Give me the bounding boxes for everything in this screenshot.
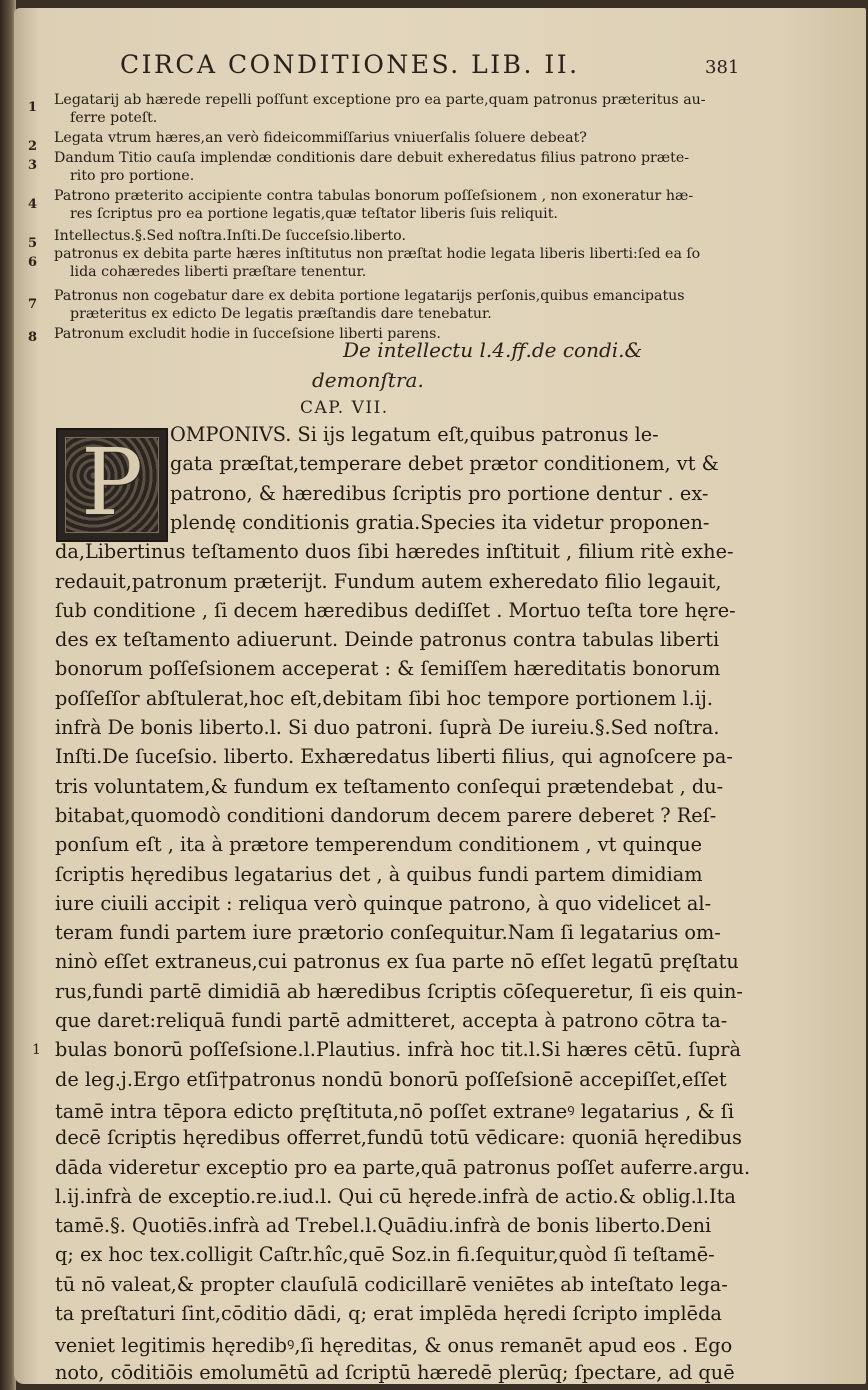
- body-line: noto, cōditiōis emolumētū ad ſcriptū hæredē plerūq; ſpectare, ad quē: [55, 1360, 735, 1384]
- summary-line: ferre poteſt.: [70, 110, 158, 126]
- summary-line: lida cohæredes liberti præſtare tenentur.: [70, 264, 367, 280]
- body-line: infrà De bonis liberto.l. Si duo patroni. ſuprà De iureiu.§.Sed noſtra.: [55, 716, 720, 739]
- body-line: tris voluntatem,& fundum ex teſtamento conſequi prætendebat , du-: [55, 774, 724, 798]
- summary-number: 1: [28, 100, 38, 115]
- body-line: des ex teſtamento adiuerunt. Deinde patronus contra tabulas liberti: [55, 628, 720, 652]
- chapter-heading: CAP. VII.: [300, 398, 389, 418]
- body-line: tamē.§. Quotiēs.infrà ad Trebel.l.Quādiu.infrà de bonis liberto.Deni: [55, 1214, 712, 1238]
- body-line: Inſti.De ſuceſsio. liberto. Exhæredatus liberti filius, qui agnoſcere pa-: [55, 745, 733, 769]
- summary-number: 4: [28, 197, 38, 212]
- body-line: dāda videretur exceptio pro ea parte,quā patronus poſſet auferre.argu.: [55, 1155, 751, 1179]
- body-line: da,Libertinus teſtamento duos ſibi hæredes inſtituit , filium ritè exhe-: [55, 540, 734, 564]
- body-line: ſcriptis hęredibus legatarius det , à quibus fundi partem dimidiam: [55, 862, 703, 886]
- body-line: bonorum poſſeſsionem acceperat : & ſemiſſem hæreditatis bonorum: [55, 657, 721, 681]
- summary-line: Dandum Titio cauſa implendæ conditionis dare debuit exheredatus filius patrono præte-: [54, 150, 690, 166]
- body-line: plendę conditionis gratia.Species ita videtur proponen-: [170, 510, 710, 534]
- summary-line: patronus ex debita parte hæres inſtitutus non præſtat hodie legata liberis liberti:ſed ea ſo: [54, 246, 701, 262]
- body-line: tamē intra tēpora edicto pręſtituta,nō poſſet extraneꝰ legatarius , & ſi: [55, 1099, 735, 1123]
- body-line: ninò eſſet extraneus,cui patronus ex ſua parte nō eſſet legatū pręſtatu: [55, 950, 739, 974]
- body-line: veniet legitimis hęredibꝰ,ſi hęreditas, & onus remanēt apud eos . Ego: [55, 1334, 733, 1358]
- summary-line: Legata vtrum hæres,an verò fideicommiſſarius vniuerſalis ſoluere debeat?: [54, 130, 587, 146]
- summary-line: Patrono præterito accipiente contra tabulas bonorum poſſeſsionem , non exoneratur hæ-: [54, 188, 694, 204]
- body-line: tū nō valeat,& propter clauſulā codicillarē veniētes ab inteſtato lega-: [55, 1272, 728, 1296]
- summary-number: 3: [28, 158, 38, 173]
- decorated-initial: [56, 428, 168, 542]
- body-line: patrono, & hæredibus ſcriptis pro portione dentur . ex-: [170, 481, 709, 505]
- body-line: redauit,patronum præterijt. Fundum autem exheredato filio legauit,: [55, 569, 722, 593]
- summary-line: res ſcriptus pro ea portione legatis,quæ teſtator liberis ſuis reliquit.: [70, 206, 558, 222]
- body-line: iure ciuili accipit : reliqua verò quinque patrono, à quo videlicet al-: [55, 891, 712, 915]
- body-line: ponſum eſt , ita à prætore temperendum conditionem , vt quinque: [55, 833, 703, 857]
- page-number: 381: [705, 57, 740, 78]
- body-line: rus,fundi partē dimidiā ab hæredibus ſcriptis cōſequeretur, ſi eis quin-: [55, 979, 743, 1003]
- body-line: l.ij.infrà de exceptio.re.iud.l. Qui cū hęrede.infrà de actio.& oblig.l.Ita: [55, 1184, 736, 1208]
- body-line: teram fundi partem iure prætorio conſequitur.Nam ſi legatarius om-: [55, 921, 721, 945]
- summary-number: 5: [28, 236, 38, 251]
- summary-line: præteritus ex edicto De legatis præſtandis dare tenebatur.: [70, 306, 492, 322]
- summary-line: rito pro portione.: [70, 168, 195, 184]
- body-line: poſſeſſor abſtulerat,hoc eſt,debitam ſibi hoc tempore portionem l.ij.: [55, 686, 714, 710]
- summary-number: 6: [28, 255, 38, 270]
- body-line: q; ex hoc tex.colligit Caſtr.hîc,quē Soz.in fi.ſequitur,quòd ſi teſtamē-: [55, 1243, 715, 1267]
- running-head: CIRCA CONDITIONES. LIB. II.: [120, 50, 580, 79]
- margin-note-mark: 1: [32, 1042, 41, 1058]
- summary-number: 7: [28, 297, 38, 312]
- body-line: decē ſcriptis hęredibus offerret,fundū totū vēdicare: quoniā hęredibus: [55, 1126, 742, 1150]
- initial-letter: P: [81, 429, 143, 536]
- body-line: gata præſtat,temperare debet prætor conditionem, vt &: [170, 452, 719, 476]
- body-line: bitabat,quomodò conditioni dandorum decem parere deberet ? Reſ-: [55, 803, 717, 827]
- body-line: que daret:reliquā fundi partē admitteret, accepta à patrono cōtra ta-: [55, 1009, 728, 1032]
- summary-number: 2: [28, 139, 38, 154]
- section-heading-line-2: demonſtra.: [312, 368, 424, 392]
- summary-line: Intellectus.§.Sed noſtra.Inſti.De ſucceſsio.liberto.: [54, 228, 406, 244]
- summary-number: 8: [28, 330, 38, 345]
- body-line: de leg.j.Ergo etſi†patronus nondū bonorū poſſeſsionē accepiſſet,eſſet: [55, 1067, 727, 1091]
- section-heading-line-1: De intellectu l.4.ff.de condi.&: [343, 338, 643, 362]
- summary-line: Patronus non cogebatur dare ex debita portione legatarijs perſonis,quibus emancipatus: [54, 288, 685, 304]
- body-line: bulas bonorū poſſeſsione.l.Plautius. infrà hoc tit.l.Si hæres cētū. ſuprà: [55, 1038, 741, 1062]
- body-line: ta preſtaturi ſint,cōditio dādi, q; erat implēda hęredi ſcripto implēda: [55, 1302, 722, 1325]
- body-line: OMPONIVS. Si ijs legatum eſt,quibus patronus le-: [170, 423, 659, 446]
- summary-line: Patronum excludit hodie in ſucceſsione liberti parens.: [54, 326, 441, 342]
- summary-line: Legatarij ab hærede repelli poſſunt exceptione pro ea parte,quam patronus præteritus au-: [54, 92, 706, 108]
- body-line: ſub conditione , ſi decem hæredibus dediſſet . Mortuo teſta tore hęre-: [55, 598, 736, 622]
